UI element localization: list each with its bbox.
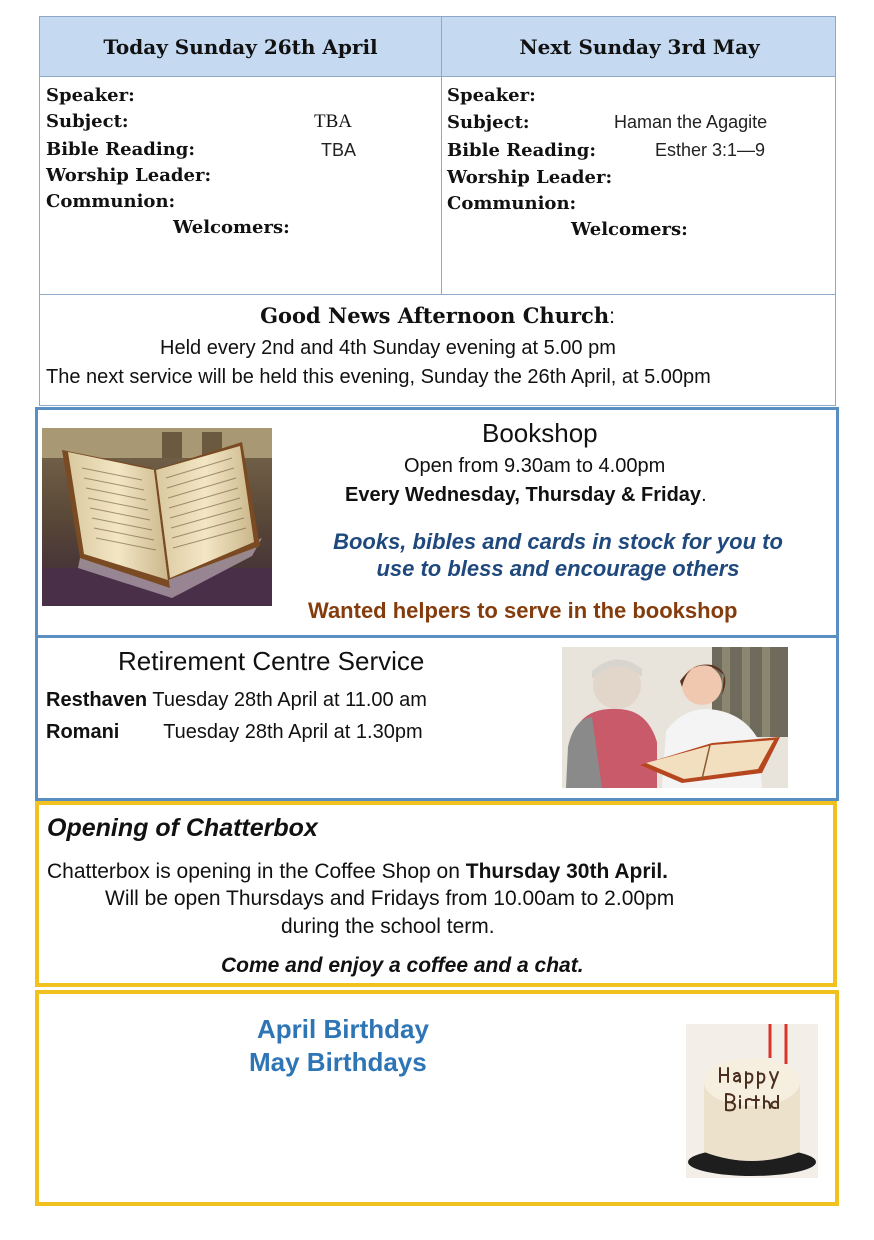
subject-label: Subject: <box>447 112 530 133</box>
chatterbox-section <box>35 801 837 987</box>
service-details-row <box>40 77 835 295</box>
chatterbox-hours: Will be open Thursdays and Fridays from 10.00am to 2.00pm <box>105 887 675 910</box>
good-news-colon: : <box>609 305 615 328</box>
welcomers-label: Welcomers: <box>173 217 290 238</box>
chatterbox-opening-text: Chatterbox is opening in the Coffee Shop on <box>47 860 466 883</box>
retirement-place: Resthaven <box>46 689 148 711</box>
retirement-place: Romani <box>46 721 120 743</box>
good-news-schedule: Held every 2nd and 4th Sunday evening at 5.00 pm <box>160 337 616 359</box>
service-table <box>39 16 836 406</box>
retirement-time: Tuesday 28th April at 1.30pm <box>163 721 423 743</box>
good-news-title-line <box>40 303 835 329</box>
table-header-row <box>40 17 835 77</box>
retirement-title: Retirement Centre Service <box>118 646 425 676</box>
retirement-row-resthaven <box>46 689 427 712</box>
may-birthdays-heading: May Birthdays <box>249 1047 427 1077</box>
today-details <box>40 77 442 294</box>
retirement-centre-section <box>35 635 839 801</box>
worship-leader-label: Worship Leader: <box>46 165 212 186</box>
chatterbox-term-note: during the school term. <box>281 915 495 938</box>
bookshop-days: Every Wednesday, Thursday & Friday <box>345 484 702 506</box>
birthday-cake-image <box>686 1024 818 1178</box>
april-birthday-heading: April Birthday <box>257 1014 429 1044</box>
worship-leader-label: Worship Leader: <box>447 167 613 188</box>
open-bible-image <box>42 428 272 606</box>
subject-label: Subject: <box>46 111 129 132</box>
bookshop-section <box>35 407 839 638</box>
bible-reading-label: Bible Reading: <box>447 140 597 161</box>
welcomers-label: Welcomers: <box>571 219 688 240</box>
good-news-title: Good News Afternoon Church <box>260 303 610 328</box>
bookshop-blurb <box>293 528 823 582</box>
bible-reading-value: Esther 3:1—9 <box>655 140 766 160</box>
bookshop-blurb-line-1: Books, bibles and cards in stock for you to <box>333 529 783 554</box>
speaker-label: Speaker: <box>46 85 135 106</box>
bookshop-days-line <box>345 484 707 507</box>
subject-value: TBA <box>314 111 352 132</box>
subject-value: Haman the Agagite <box>614 112 768 132</box>
bookshop-title: Bookshop <box>482 418 598 448</box>
retirement-time: Tuesday 28th April at 11.00 am <box>152 689 427 711</box>
communion-label: Communion: <box>46 191 176 212</box>
bookshop-hours: Open from 9.30am to 4.00pm <box>404 455 666 477</box>
chatterbox-opening-date: Thursday 30th April. <box>465 860 669 883</box>
chatterbox-opening-line <box>47 860 668 884</box>
retirement-row-romani <box>46 721 423 744</box>
bible-reading-value: TBA <box>321 140 357 160</box>
chatterbox-title: Opening of Chatterbox <box>47 814 318 842</box>
bookshop-days-period: . <box>701 484 707 506</box>
bible-reading-label: Bible Reading: <box>46 139 196 160</box>
communion-label: Communion: <box>447 193 577 214</box>
good-news-next-service: The next service will be held this evening, Sunday the 26th April, at 5.00pm <box>46 366 711 388</box>
chatterbox-invitation: Come and enjoy a coffee and a chat. <box>221 954 584 977</box>
speaker-label: Speaker: <box>447 85 536 106</box>
today-heading: Today Sunday 26th April <box>40 17 442 77</box>
next-sunday-details <box>442 77 837 294</box>
caregiver-reading-image <box>562 647 788 788</box>
good-news-church-row <box>40 295 835 405</box>
birthdays-section <box>35 990 839 1206</box>
bookshop-blurb-line-2: use to bless and encourage others <box>376 556 740 581</box>
next-sunday-heading: Next Sunday 3rd May <box>519 35 760 59</box>
bookshop-helpers-wanted: Wanted helpers to serve in the bookshop <box>308 598 738 623</box>
